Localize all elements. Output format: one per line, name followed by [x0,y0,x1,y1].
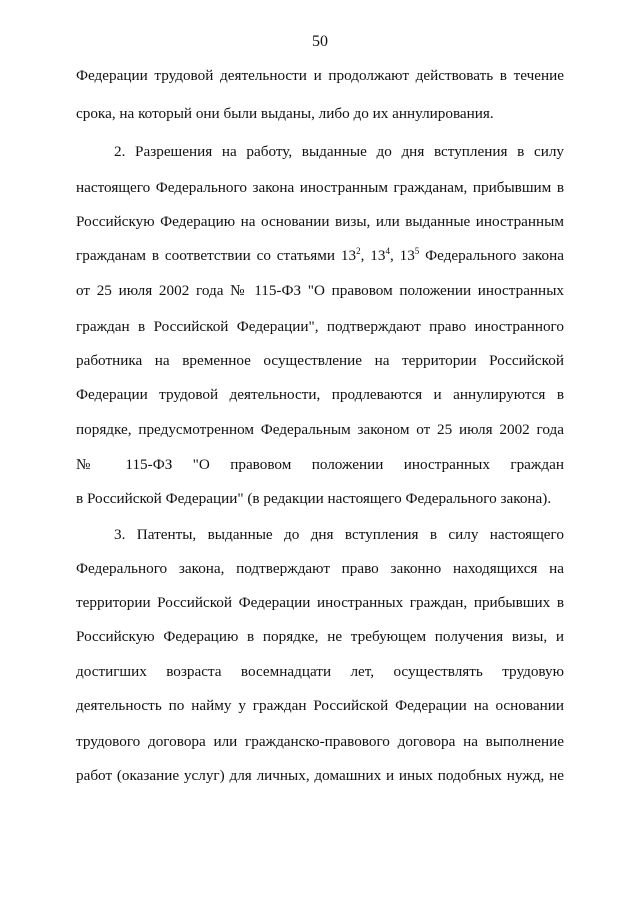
text-line-articles [76,247,564,265]
text-line: работ (оказание услуг) для личных, домашних и иных подобных нужд, не [76,767,564,784]
text-line: работника на временное осуществление на территории Российской [76,352,564,369]
article-sup: 5 [414,246,420,256]
articles-prefix: гражданам в соответствии со статьями 13 [76,247,357,264]
text-line: срока, на который они были выданы, либо до их аннулирования. [76,105,494,122]
text-line: достигших возраста восемнадцати лет, осуществлять трудовую [76,663,564,680]
text-line: 3. Патенты, выданные до дня вступления в силу настоящего [114,526,564,543]
text-line: Федерации трудовой деятельности и продолжают действовать в течение [76,67,564,84]
article-sup: 4 [385,246,390,256]
text-line: граждан в Российской Федерации", подтверждают право иностранного [76,318,564,335]
text-line: Федерации трудовой деятельности, продлеваются и аннулируются в [76,386,564,403]
article-sup: 2 [356,246,361,256]
text-line: порядке, предусмотренном Федеральным законом от 25 июля 2002 года [76,421,564,438]
articles-sep: , 13 [389,247,415,264]
articles-sep: , 13 [360,247,386,264]
articles-suffix: Федерального закона [419,247,564,264]
text-line: трудового договора или гражданско-правового договора на выполнение [76,733,564,750]
page-number: 50 [312,33,328,50]
text-line: от 25 июля 2002 года № 115-ФЗ "О правовом положении иностранных [76,282,564,299]
text-line: деятельность по найму у граждан Российской Федерации на основании [76,697,564,714]
text-line: Российскую Федерацию на основании визы, или выданные иностранным [76,213,564,230]
text-line: Российскую Федерацию в порядке, не требующем получения визы, и [76,628,564,645]
text-line: 2. Разрешения на работу, выданные до дня вступления в силу [114,143,564,160]
text-line: Федерального закона, подтверждают право законно находящихся на [76,560,564,577]
text-line: территории Российской Федерации иностранных граждан, прибывших в [76,594,564,611]
text-line: в Российской Федерации" (в редакции настоящего Федерального закона). [76,490,552,507]
text-line: настоящего Федерального закона иностранным гражданам, прибывшим в [76,179,564,196]
text-line: № 115-ФЗ "О правовом положении иностранных граждан [76,456,564,473]
